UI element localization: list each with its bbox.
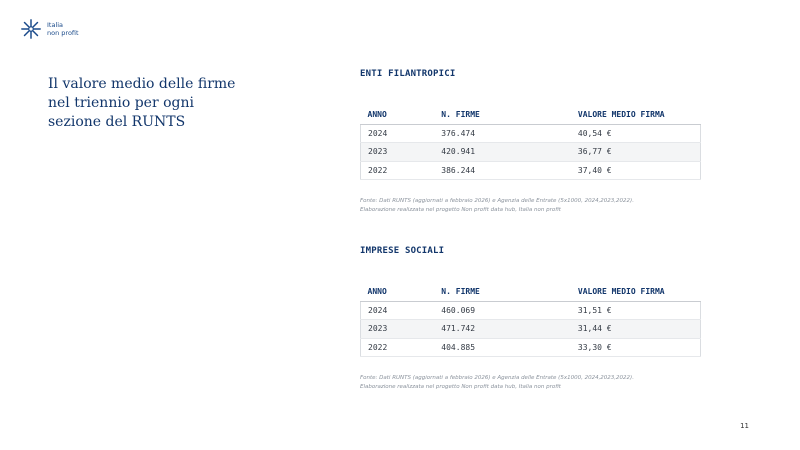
cell-firme: 420.941 (434, 143, 571, 162)
cell-valore: 31,44 € (571, 320, 701, 339)
column-header-firme: N. FIRME (441, 110, 480, 120)
cell-firme: 376.474 (434, 124, 571, 143)
data-table (360, 106, 701, 180)
table-header-row (361, 106, 701, 124)
column-header-firme: N. FIRME (441, 287, 480, 297)
table-row (361, 301, 701, 320)
cell-anno: 2024 (361, 301, 435, 320)
page-heading: Il valore medio delle firme nel triennio per ogni sezione del RUNTS (48, 76, 236, 130)
cell-anno: 2023 (361, 320, 435, 339)
cell-firme: 460.069 (434, 301, 571, 320)
brand-line-2: non profit (47, 29, 79, 37)
section-imprese-sociali (360, 246, 705, 406)
cell-valore: 31,51 € (571, 301, 701, 320)
source-line-1: Fonte: Dati RUNTS (aggiornati a febbraio 2026) e Agenzia delle Entrate (5x1000, 2024,2023,2022). (360, 375, 634, 381)
table-row (361, 143, 701, 162)
cell-valore: 33,30 € (571, 338, 701, 357)
table-row (361, 161, 701, 180)
cell-valore: 36,77 € (571, 143, 701, 162)
section-title: IMPRESE SOCIALI (360, 246, 445, 256)
cell-firme: 471.742 (434, 320, 571, 339)
cell-valore: 37,40 € (571, 161, 701, 180)
brand-name (47, 21, 79, 37)
column-header-anno: ANNO (367, 110, 387, 120)
cell-firme: 386.244 (434, 161, 571, 180)
table-row (361, 338, 701, 357)
table-row (361, 124, 701, 143)
cell-firme: 404.885 (434, 338, 571, 357)
cell-anno: 2022 (361, 338, 435, 357)
source-line-2: Elaborazione realizzata nel progetto Non profit data hub, Italia non profit (360, 207, 561, 213)
page-number: 11 (740, 422, 749, 430)
cell-anno: 2023 (361, 143, 435, 162)
table-row (361, 320, 701, 339)
brand-logo (20, 18, 79, 40)
section-enti-filantropici (360, 69, 705, 229)
cell-anno: 2022 (361, 161, 435, 180)
column-header-anno: ANNO (367, 287, 387, 297)
source-line-1: Fonte: Dati RUNTS (aggiornati a febbraio 2026) e Agenzia delle Entrate (5x1000, 2024,2023,2022). (360, 198, 634, 204)
section-title: ENTI FILANTROPICI (360, 69, 456, 79)
column-header-valore: VALORE MEDIO FIRMA (577, 287, 665, 297)
data-table (360, 283, 701, 357)
source-line-2: Elaborazione realizzata nel progetto Non profit data hub, Italia non profit (360, 384, 561, 390)
asterisk-logo-icon (20, 18, 42, 40)
source-note (360, 197, 705, 215)
cell-valore: 40,54 € (571, 124, 701, 143)
brand-line-1: Italia (47, 21, 64, 29)
source-note (360, 374, 705, 392)
column-header-valore: VALORE MEDIO FIRMA (577, 110, 665, 120)
cell-anno: 2024 (361, 124, 435, 143)
table-header-row (361, 283, 701, 301)
